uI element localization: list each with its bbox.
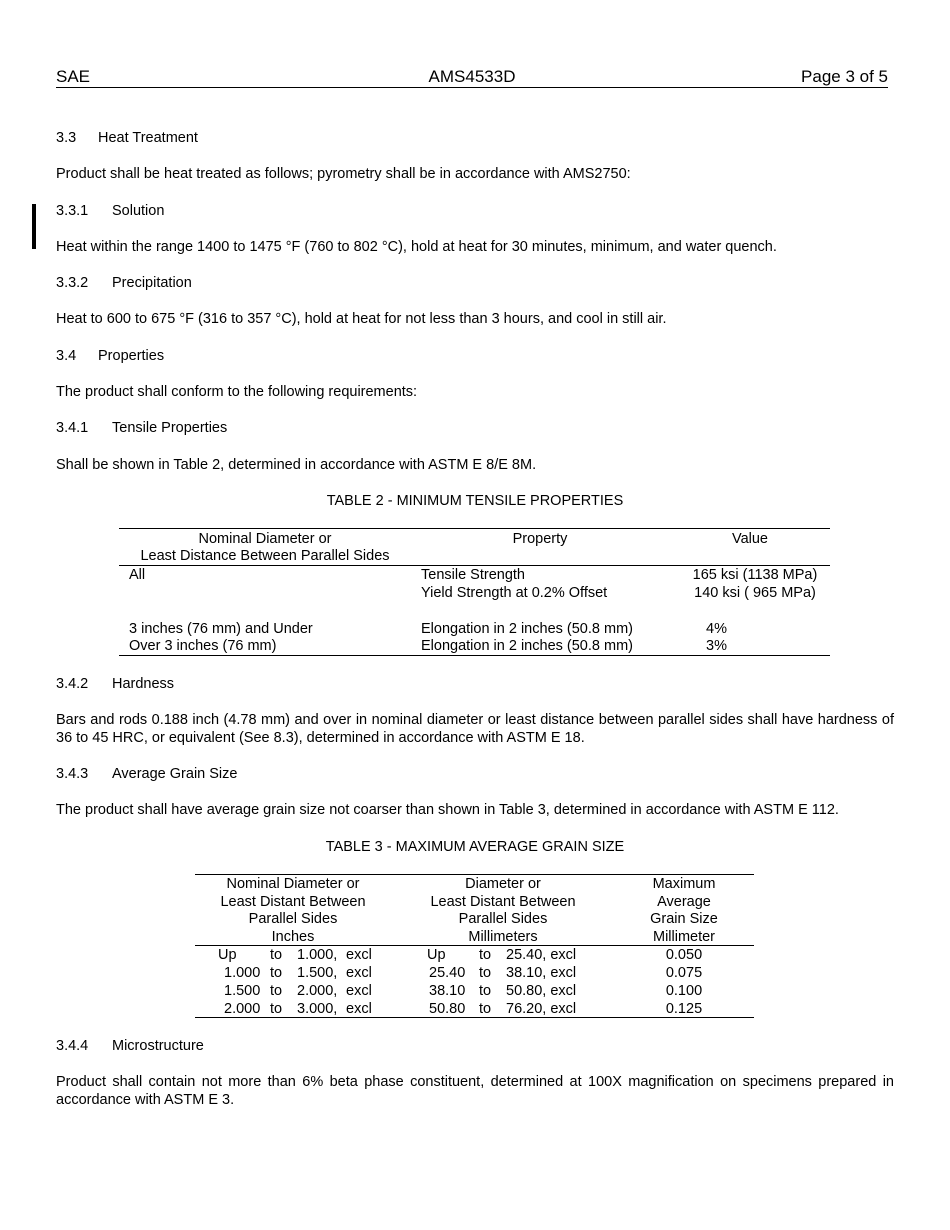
table3-cell-mm-from: Up [427, 947, 446, 963]
table3-cell-in-from: 1.000 [224, 965, 261, 981]
header-org: SAE [56, 67, 91, 86]
table2-bottom-rule [119, 655, 830, 656]
page-header [56, 67, 888, 88]
table3-cell-to: to [479, 947, 492, 963]
table2-cell-property: Elongation in 2 inches (50.8 mm) [421, 638, 633, 654]
table3-header-grain-2: Average [657, 894, 711, 910]
table2-cell-diameter: 3 inches (76 mm) and Under [129, 621, 313, 637]
table2-title: TABLE 2 - MINIMUM TENSILE PROPERTIES [326, 493, 624, 509]
header-page-number: Page 3 of 5 [801, 67, 888, 86]
table2-cell-value: 165 ksi (1138 MPa) [692, 567, 818, 583]
table3-cell-grain: 0.075 [665, 965, 703, 981]
table2-cell-property: Yield Strength at 0.2% Offset [421, 585, 608, 601]
table3-cell-mm-to: 76.20, excl [506, 1001, 577, 1017]
table3-cell-excl: excl [346, 1001, 372, 1017]
table3-cell-mm-from: 38.10 [429, 983, 466, 999]
table3-title: TABLE 3 - MAXIMUM AVERAGE GRAIN SIZE [325, 839, 625, 855]
table3-header-grain-4: Millimeter [652, 929, 716, 945]
section-heading-3-4-1 [56, 419, 228, 437]
section-text-3-4-3: The product shall have average grain size not coarser than shown in Table 3, determined in accordance with ASTM E 112. [56, 802, 839, 818]
table2-header-property: Property [512, 531, 568, 547]
table3-cell-in-to: 3.000, [297, 1001, 338, 1017]
table2-cell-value: 140 ksi ( 965 MPa) [694, 585, 816, 601]
table3-cell-mm-from: 25.40 [429, 965, 466, 981]
table3-cell-grain: 0.125 [665, 1001, 703, 1017]
section-text-3-4-1: Shall be shown in Table 2, determined in accordance with ASTM E 8/E 8M. [56, 457, 537, 473]
table3-header-inches-2: Least Distant Between [220, 894, 366, 910]
table3-cell-excl: excl [346, 983, 372, 999]
section-title: Microstructure [112, 1038, 204, 1054]
section-text-3-3-1: Heat within the range 1400 to 1475 °F (760 to 802 °C), hold at heat for 30 minutes, minimum, and water quench. [56, 239, 777, 255]
table3-cell-in-from: 1.500 [224, 983, 261, 999]
section-title: Tensile Properties [112, 420, 228, 436]
header-doc-number: AMS4533D [428, 67, 516, 86]
section-text-3-3: Product shall be heat treated as follows; pyrometry shall be in accordance with AMS2750: [56, 166, 631, 182]
section-heading-3-4-3 [56, 765, 238, 783]
table2-cell-diameter: All [129, 567, 146, 583]
section-text-3-4-4: Product shall contain not more than 6% beta phase constituent, determined at 100X magnification on specimens prepared in accordance with ASTM E 3. [56, 1074, 894, 1108]
table3-header-grain-3: Grain Size [650, 911, 718, 927]
table3-cell-in-from: 2.000 [224, 1001, 261, 1017]
section-title: Hardness [112, 676, 175, 692]
table3-cell-to: to [479, 983, 492, 999]
table3-header-mm-1: Diameter or [465, 876, 541, 892]
table3-cell-to: to [479, 1001, 492, 1017]
table3-cell-to: to [270, 965, 283, 981]
table3-cell-excl: excl [346, 947, 372, 963]
table3-header-inches-3: Parallel Sides [248, 911, 338, 927]
table2-top-rule [119, 528, 830, 529]
section-title: Properties [98, 348, 165, 364]
section-title: Average Grain Size [112, 766, 238, 782]
table2-cell-value: 3% [706, 638, 727, 654]
table2-cell-value: 4% [706, 621, 727, 637]
section-text-3-3-2: Heat to 600 to 675 °F (316 to 357 °C), hold at heat for not less than 3 hours, and cool in still air. [56, 311, 667, 327]
table3-header-mm-3: Parallel Sides [458, 911, 548, 927]
section-title: Solution [112, 203, 165, 219]
section-number: 3.4 [56, 348, 77, 364]
table3-cell-mm-to: 25.40, excl [506, 947, 577, 963]
section-heading-3-3-1 [56, 202, 165, 220]
table3-cell-grain: 0.100 [665, 983, 703, 999]
table2-cell-property: Tensile Strength [421, 567, 525, 583]
section-number: 3.4.1 [56, 420, 89, 436]
table2-header-diameter-2: Least Distance Between Parallel Sides [140, 548, 390, 564]
section-title: Precipitation [112, 275, 192, 291]
table3-header-inches-1: Nominal Diameter or [226, 876, 360, 892]
table3-cell-mm-to: 50.80, excl [506, 983, 577, 999]
section-number: 3.4.2 [56, 676, 89, 692]
table2-header-value: Value [731, 531, 768, 547]
table3-cell-to: to [270, 1001, 283, 1017]
section-heading-3-3 [56, 129, 198, 147]
table2-cell-property: Elongation in 2 inches (50.8 mm) [421, 621, 633, 637]
section-number: 3.3.1 [56, 203, 89, 219]
table2-header-diameter-1: Nominal Diameter or [198, 531, 332, 547]
table3-cell-to: to [270, 983, 283, 999]
table3-cell-to: to [479, 965, 492, 981]
change-bar [32, 204, 36, 249]
section-text-3-4-2: Bars and rods 0.188 inch (4.78 mm) and over in nominal diameter or least distance between parallel sides shall have hardness of 36 to 45 HRC, or equivalent (See 8.3), determined in accordance with ASTM E 18. [56, 712, 894, 746]
table3-cell-mm-to: 38.10, excl [506, 965, 577, 981]
table3-cell-in-from: Up [218, 947, 237, 963]
section-heading-3-4-2 [56, 675, 175, 693]
table2-cell-diameter: Over 3 inches (76 mm) [129, 638, 277, 654]
table3-cell-to: to [270, 947, 283, 963]
table3-cell-in-to: 1.000, [297, 947, 338, 963]
table3-header-mm-4: Millimeters [468, 929, 538, 945]
section-number: 3.4.4 [56, 1038, 89, 1054]
section-heading-3-4-4 [56, 1037, 204, 1055]
section-number: 3.4.3 [56, 766, 89, 782]
table3-header-inches-4: Inches [271, 929, 315, 945]
section-heading-3-4 [56, 347, 165, 365]
table3-cell-grain: 0.050 [665, 947, 703, 963]
table3-cell-in-to: 1.500, [297, 965, 338, 981]
table3-header-mm-2: Least Distant Between [430, 894, 576, 910]
table3-cell-excl: excl [346, 965, 372, 981]
section-title: Heat Treatment [98, 130, 198, 146]
section-text-3-4: The product shall conform to the following requirements: [56, 384, 418, 400]
table3-header-grain-1: Maximum [652, 876, 716, 892]
table3-bottom-rule [195, 1017, 754, 1018]
table3-cell-mm-from: 50.80 [429, 1001, 466, 1017]
section-number: 3.3.2 [56, 275, 89, 291]
table3-cell-in-to: 2.000, [297, 983, 338, 999]
section-heading-3-3-2 [56, 274, 192, 292]
section-number: 3.3 [56, 130, 77, 146]
